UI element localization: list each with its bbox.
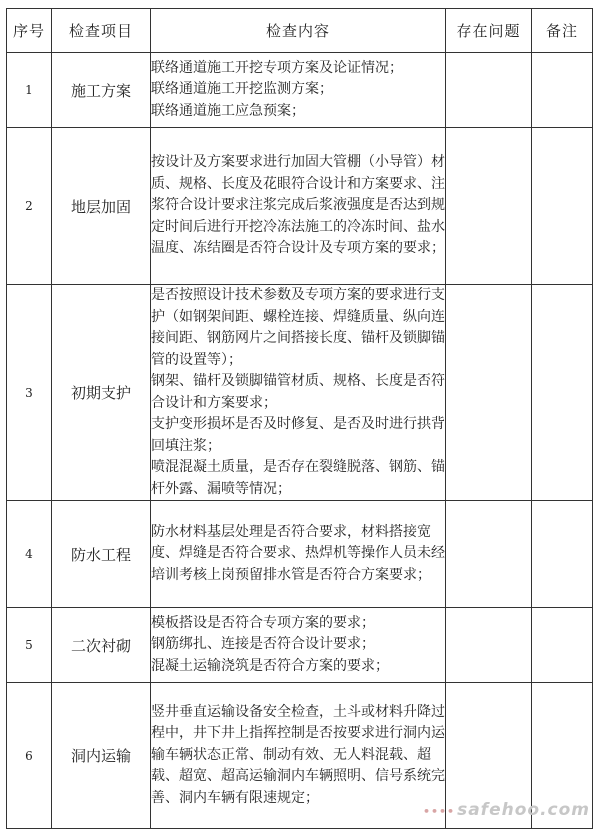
inspection-table: [6, 8, 593, 829]
content-line: 联络通道施工开挖监测方案；: [151, 81, 333, 98]
row-index: 4: [7, 501, 52, 608]
content-line: 钢架、锚杆及锁脚锚管材质、规格、长度是否符合设计和方案要求；: [151, 373, 445, 411]
row-remarks: [532, 53, 593, 128]
table-row: [7, 53, 593, 128]
row-item: 施工方案: [52, 53, 151, 128]
content-line: 联络通道施工开挖专项方案及论证情况；: [151, 59, 403, 76]
row-content: [151, 128, 446, 285]
row-issues: [446, 608, 532, 683]
content-line: 联络通道施工应急预案；: [151, 102, 305, 119]
content-line: 竖井垂直运输设备安全检查，土斗或材料升降过程中，井下井上指挥控制是否按要求进行洞内运输车辆状态正常、制动有效、无人料混载、超载、超宽、超高运输洞内车辆照明、信号系统完善、洞内车辆有限速规定；: [151, 703, 445, 806]
row-content: [151, 501, 446, 608]
header-issues: 存在问题: [446, 9, 532, 53]
content-line: 是否按照设计技术参数及专项方案的要求进行支护（如钢架间距、螺栓连接、焊缝质量、纵向连接间距、钢筋网片之间搭接长度、锚杆及锁脚锚管的设置等）；: [151, 287, 445, 368]
header-index: 序号: [7, 9, 52, 53]
row-index: 3: [7, 285, 52, 501]
content-line: 混凝土运输浇筑是否符合方案的要求；: [151, 657, 389, 674]
row-remarks: [532, 608, 593, 683]
row-issues: [446, 128, 532, 285]
row-issues: [446, 285, 532, 501]
header-content: 检查内容: [151, 9, 446, 53]
header-row: [7, 9, 593, 53]
row-content: [151, 608, 446, 683]
watermark-text: safehoo.com: [457, 800, 590, 820]
row-index: 2: [7, 128, 52, 285]
content-line: 支护变形损坏是否及时修复、是否及时进行拱背回填注浆；: [151, 416, 445, 454]
content-line: 按设计及方案要求进行加固大管棚（小导管）材质、规格、长度及花眼符合设计和方案要求、注浆符合设计要求注浆完成后浆液强度是否达到规定时间后进行开挖冷冻法施工的冷冻时间、盐水温度、冻结圈是否符合设计及专项方案的要求；: [151, 154, 445, 257]
content-line: 防水材料基层处理是否符合要求，材料搭接宽度、焊缝是否符合要求、热焊机等操作人员未经培训考核上岗预留排水管是否符合方案要求；: [151, 523, 445, 583]
watermark-dots-icon: ••••: [422, 805, 456, 818]
row-index: 1: [7, 53, 52, 128]
row-index: 6: [7, 683, 52, 829]
header-remarks: 备注: [532, 9, 593, 53]
table-row: [7, 285, 593, 501]
row-index: 5: [7, 608, 52, 683]
table-row: [7, 128, 593, 285]
content-line: 模板搭设是否符合专项方案的要求；: [151, 614, 375, 631]
table-row: [7, 608, 593, 683]
row-issues: [446, 501, 532, 608]
header-item: 检查项目: [52, 9, 151, 53]
content-line: 喷混混凝土质量，是否存在裂缝脱落、钢筋、锚杆外露、漏喷等情况；: [151, 459, 445, 497]
row-item: 初期支护: [52, 285, 151, 501]
content-line: 钢筋绑扎、连接是否符合设计要求；: [151, 636, 375, 653]
row-content: [151, 285, 446, 501]
row-issues: [446, 53, 532, 128]
row-content: [151, 683, 446, 829]
row-remarks: [532, 285, 593, 501]
row-content: [151, 53, 446, 128]
watermark-logo: [423, 800, 590, 820]
row-item: 洞内运输: [52, 683, 151, 829]
row-item: 二次衬砌: [52, 608, 151, 683]
table-row: [7, 501, 593, 608]
row-item: 防水工程: [52, 501, 151, 608]
row-item: 地层加固: [52, 128, 151, 285]
row-remarks: [532, 128, 593, 285]
row-remarks: [532, 501, 593, 608]
